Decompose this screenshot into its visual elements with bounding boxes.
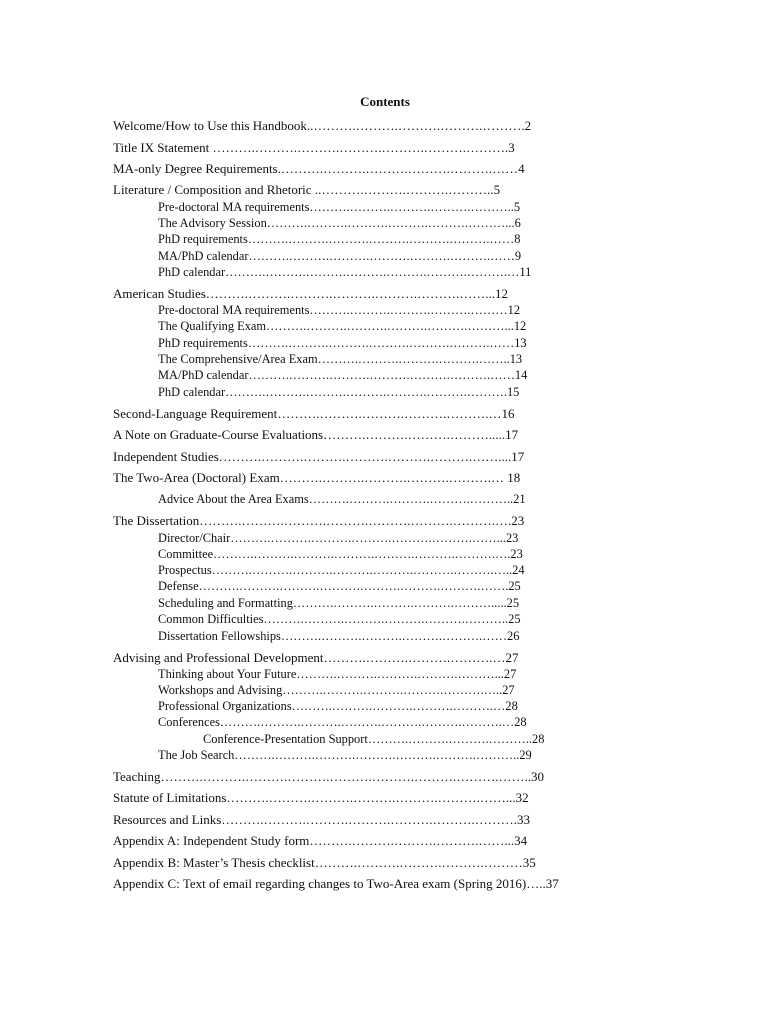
toc-entry: Independent Studies……….……….……….……….……….……….……....17 xyxy=(113,449,525,464)
toc-entry: The Job Search……….……….……….……….……….……….………..29 xyxy=(158,748,532,762)
toc-entry: Dissertation Fellowships……….……….……….……….……….……26 xyxy=(158,629,520,643)
toc-entry: Conferences……….……….……….……….……….……….……….…28 xyxy=(158,715,527,729)
contents-heading: Contents xyxy=(360,94,410,109)
toc-entry: The Comprehensive/Area Exam……….……….……….……….……..13 xyxy=(158,352,523,366)
toc-entry: Workshops and Advising……….……….……….……….……….…..27 xyxy=(158,683,515,697)
toc-entry: PhD requirements……….……….……….……….……….……….……8 xyxy=(158,232,521,246)
toc-entry: The Dissertation……….……….……….……….……….……….……….….23 xyxy=(113,513,525,528)
toc-entry: Director/Chair……….……….……….……….……….……….……...23 xyxy=(158,531,519,545)
toc-entry: Appendix C: Text of email regarding changes to Two-Area exam (Spring 2016)…..37 xyxy=(113,876,559,891)
toc-entry: Appendix A: Independent Study form……….……….……….……….……...34 xyxy=(113,833,528,848)
toc-entry: Professional Organizations……….……….……….……….……….…28 xyxy=(158,699,518,713)
toc-entry: Committee……….……….……….……….……….……….……….….23 xyxy=(158,547,523,561)
toc-entry: The Advisory Session……….……….……….……….……….………...6 xyxy=(158,216,521,230)
toc-entry: Second-Language Requirement……….……….……….……….……….…16 xyxy=(113,406,515,421)
toc-entry: PhD calendar……….……….……….……….……….……….……….15 xyxy=(158,385,520,399)
toc-entry: The Qualifying Exam……….……….……….……….……….………...12 xyxy=(158,319,527,333)
toc-entry: Thinking about Your Future……….……….……….……….………...27 xyxy=(158,667,517,681)
toc-entry: Statute of Limitations……….……….……….……….……….……….……...32 xyxy=(113,790,529,805)
toc-entry: Advising and Professional Development……….……….……….……….…27 xyxy=(113,650,519,665)
toc-entry: The Two-Area (Doctoral) Exam……….……….……….……….……….… 18 xyxy=(113,470,521,485)
toc-entry: Common Difficulties……….……….……….……….……….………..25 xyxy=(158,612,521,626)
toc-entry: Welcome/How to Use this Handbook..……….……….……….……….……….2 xyxy=(113,118,532,133)
toc-entry: MA/PhD calendar……….……….……….……….……….……….……14 xyxy=(158,368,528,382)
toc-entry: PhD requirements……….……….……….……….……….……….……13 xyxy=(158,336,527,350)
toc-entry: Scheduling and Formatting……….……….……….……….……….....25 xyxy=(158,596,520,610)
toc-entry: Teaching……….……….……….……….……….……….……….……….……..30 xyxy=(113,769,544,784)
toc-entry: Advice About the Area Exams……….……….……….……….………..21 xyxy=(158,492,526,506)
toc-entry: MA-only Degree Requirements.……….……….……….……….……….……4 xyxy=(113,161,525,176)
toc-entry: Literature / Composition and Rhetoric ..……….……….……….………..5 xyxy=(113,182,501,197)
toc-entry: Defense……….……….……….……….……….……….……….…….25 xyxy=(158,579,521,593)
toc-entry: American Studies……….……….……….……….……….……….……...12 xyxy=(113,286,509,301)
toc-entry: Conference-Presentation Support……….……….……….………..28 xyxy=(203,732,545,746)
toc-entry: Prospectus……….……….……….……….……….……….……….…..24 xyxy=(158,563,525,577)
toc-entry: A Note on Graduate-Course Evaluations……….……….……….……….....17 xyxy=(113,427,519,442)
toc-entry: Resources and Links……….……….……….……….……….……….……….33 xyxy=(113,812,531,827)
toc-entry: PhD calendar……….……….……….……….……….……….……….…11 xyxy=(158,265,532,279)
toc-entry: MA/PhD calendar……….……….……….……….……….……….……9 xyxy=(158,249,522,263)
toc-entry: Pre-doctoral MA requirements……….……….……….……….………..5 xyxy=(158,200,521,214)
toc-entry: Pre-doctoral MA requirements……….……….……….……….………12 xyxy=(158,303,521,317)
toc-entry: Title IX Statement ……….……….……….……….……….……….……….3 xyxy=(113,140,515,155)
toc-entry: Appendix B: Master’s Thesis checklist……….……….……….……….………35 xyxy=(113,855,536,870)
